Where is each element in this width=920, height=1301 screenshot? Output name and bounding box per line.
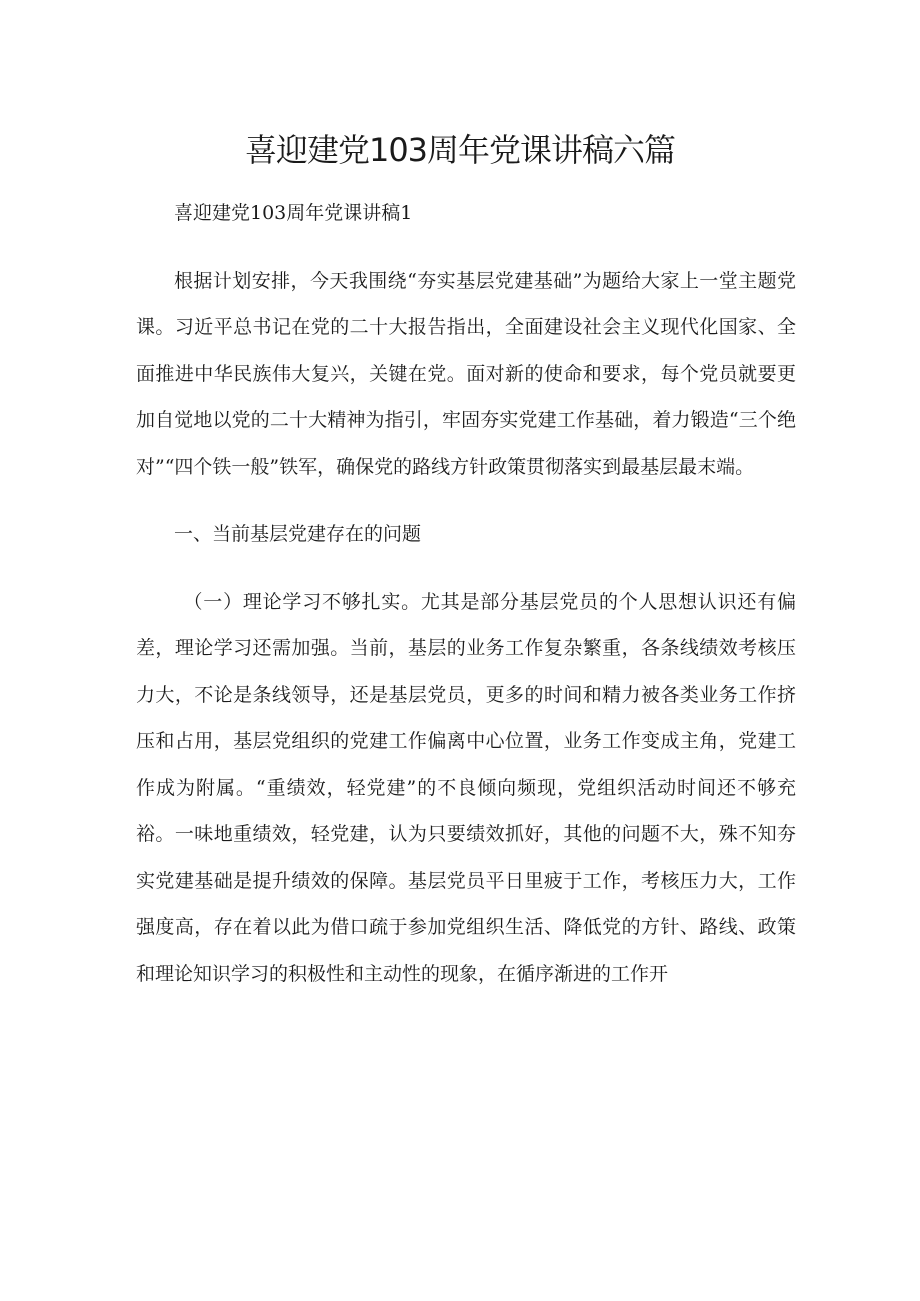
document-title: 喜迎建党103周年党课讲稿六篇 [244,131,676,169]
body-paragraph: （一）理论学习不够扎实。尤其是部分基层党员的个人思想认识还有偏差，理论学习还需加强。当前，基层的业务工作复杂繁重，各条线绩效考核压力大，不论是条线领导，还是基层党员，更多的时间和精力被各类业务工作挤压和占用，基层党组织的党建工作偏离中心位置，业务工作变成主角，党建工作成为附属。“重绩效，轻党建”的不良倾向频现，党组织活动时间还不够充裕。一味地重绩效，轻党建，认为只要绩效抓好，其他的问题不大，殊不知夯实党建基础是提升绩效的保障。基层党员平日里疲于工作，考核压力大，工作强度高，存在着以此为借口疏于参加党组织生活、降低党的方针、路线、政策和理论知识学习的积极性和主动性的现象，在循序渐进的工作开 [136,590,796,985]
document-body [136,190,796,997]
section-heading: 一、当前基层党建存在的问题 [174,523,422,545]
section-subtitle: 喜迎建党103周年党课讲稿1 [174,202,413,224]
intro-paragraph: 根据计划安排，今天我围绕“夯实基层党建基础”为题给大家上一堂主题党课。习近平总书记在党的二十大报告指出，全面建设社会主义现代化国家、全面推进中华民族伟大复兴，关键在党。面对新的使命和要求，每个党员就要更加自觉地以党的二十大精神为指引，牢固夯实党建工作基础，着力锻造“三个绝对”“四个铁一般”铁军，确保党的路线方针政策贯彻落实到最基层最末端。 [136,269,796,478]
